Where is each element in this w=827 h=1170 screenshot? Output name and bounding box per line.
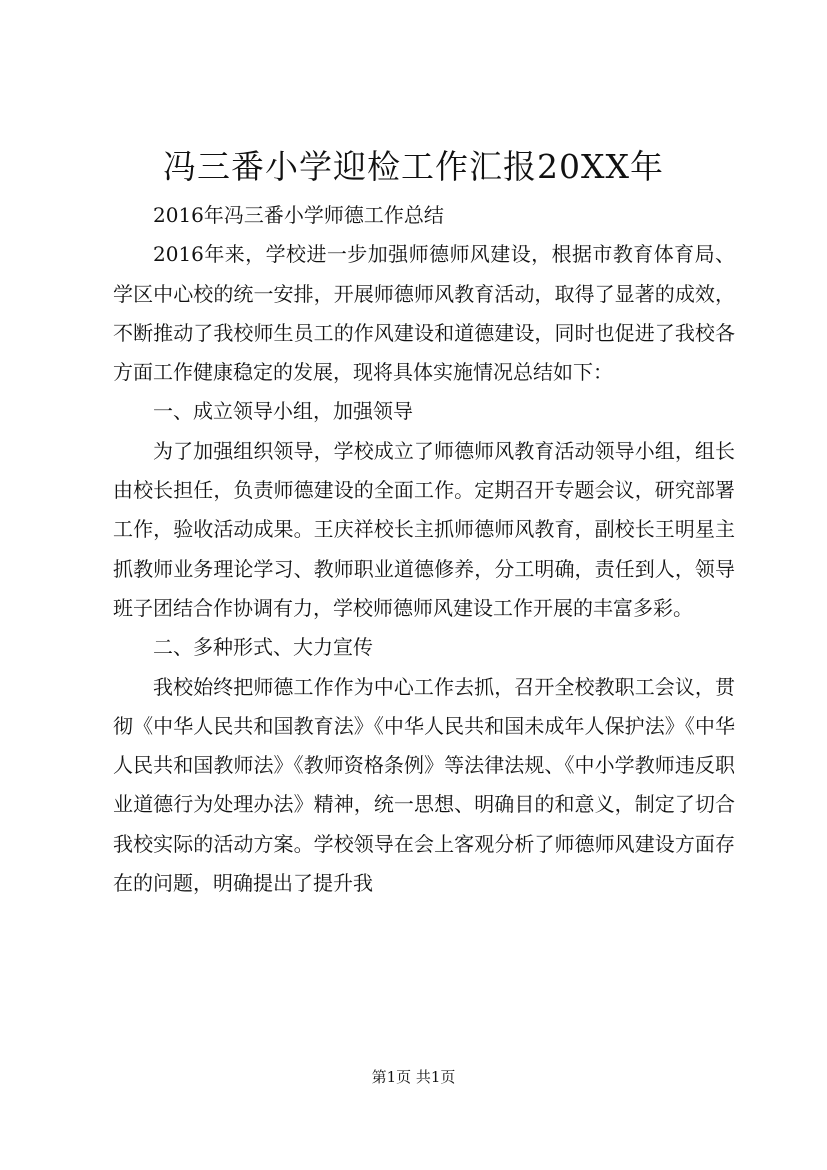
document-body: [113, 196, 735, 903]
paragraph-intro: 2016年来，学校进一步加强师德师风建设，根据市教育体育局、学区中心校的统一安排，开展师德师风教育活动，取得了显著的成效，不断推动了我校师生员工的作风建设和道德建设，同时也促进了我校各方面工作健康稳定的发展，现将具体实施情况总结如下：: [113, 242, 735, 385]
paragraph-section-2: 我校始终把师德工作作为中心工作去抓，召开全校教职工会议，贯彻《中华人民共和国教育法》《中华人民共和国未成年人保护法》《中华人民共和国教师法》《教师资格条例》等法律法规、《中小学教师违反职业道德行为处理办法》精神，统一思想、明确目的和意义，制定了切合我校实际的活动方案。学校领导在会上客观分析了师德师风建设方面存在的问题，明确提出了提升我: [113, 674, 735, 896]
section-heading-1: 一、成立领导小组，加强领导: [153, 399, 413, 424]
paragraph-subtitle: 2016年冯三番小学师德工作总结: [153, 203, 444, 227]
paragraph-section-1: 为了加强组织领导，学校成立了师德师风教育活动领导小组，组长由校长担任，负责师德建设的全面工作。定期召开专题会议，研究部署工作，验收活动成果。王庆祥校长主抓师德师风教育，副校长王明星主抓教师业务理论学习、教师职业道德修养，分工明确，责任到人，领导班子团结合作协调有力，学校师德师风建设工作开展的丰富多彩。: [113, 438, 735, 620]
page-footer: 第1页 共1页: [371, 1068, 456, 1086]
section-heading-2: 二、多种形式、大力宣传: [153, 635, 373, 660]
document-title: 冯三番小学迎检工作汇报20XX年: [163, 147, 664, 186]
